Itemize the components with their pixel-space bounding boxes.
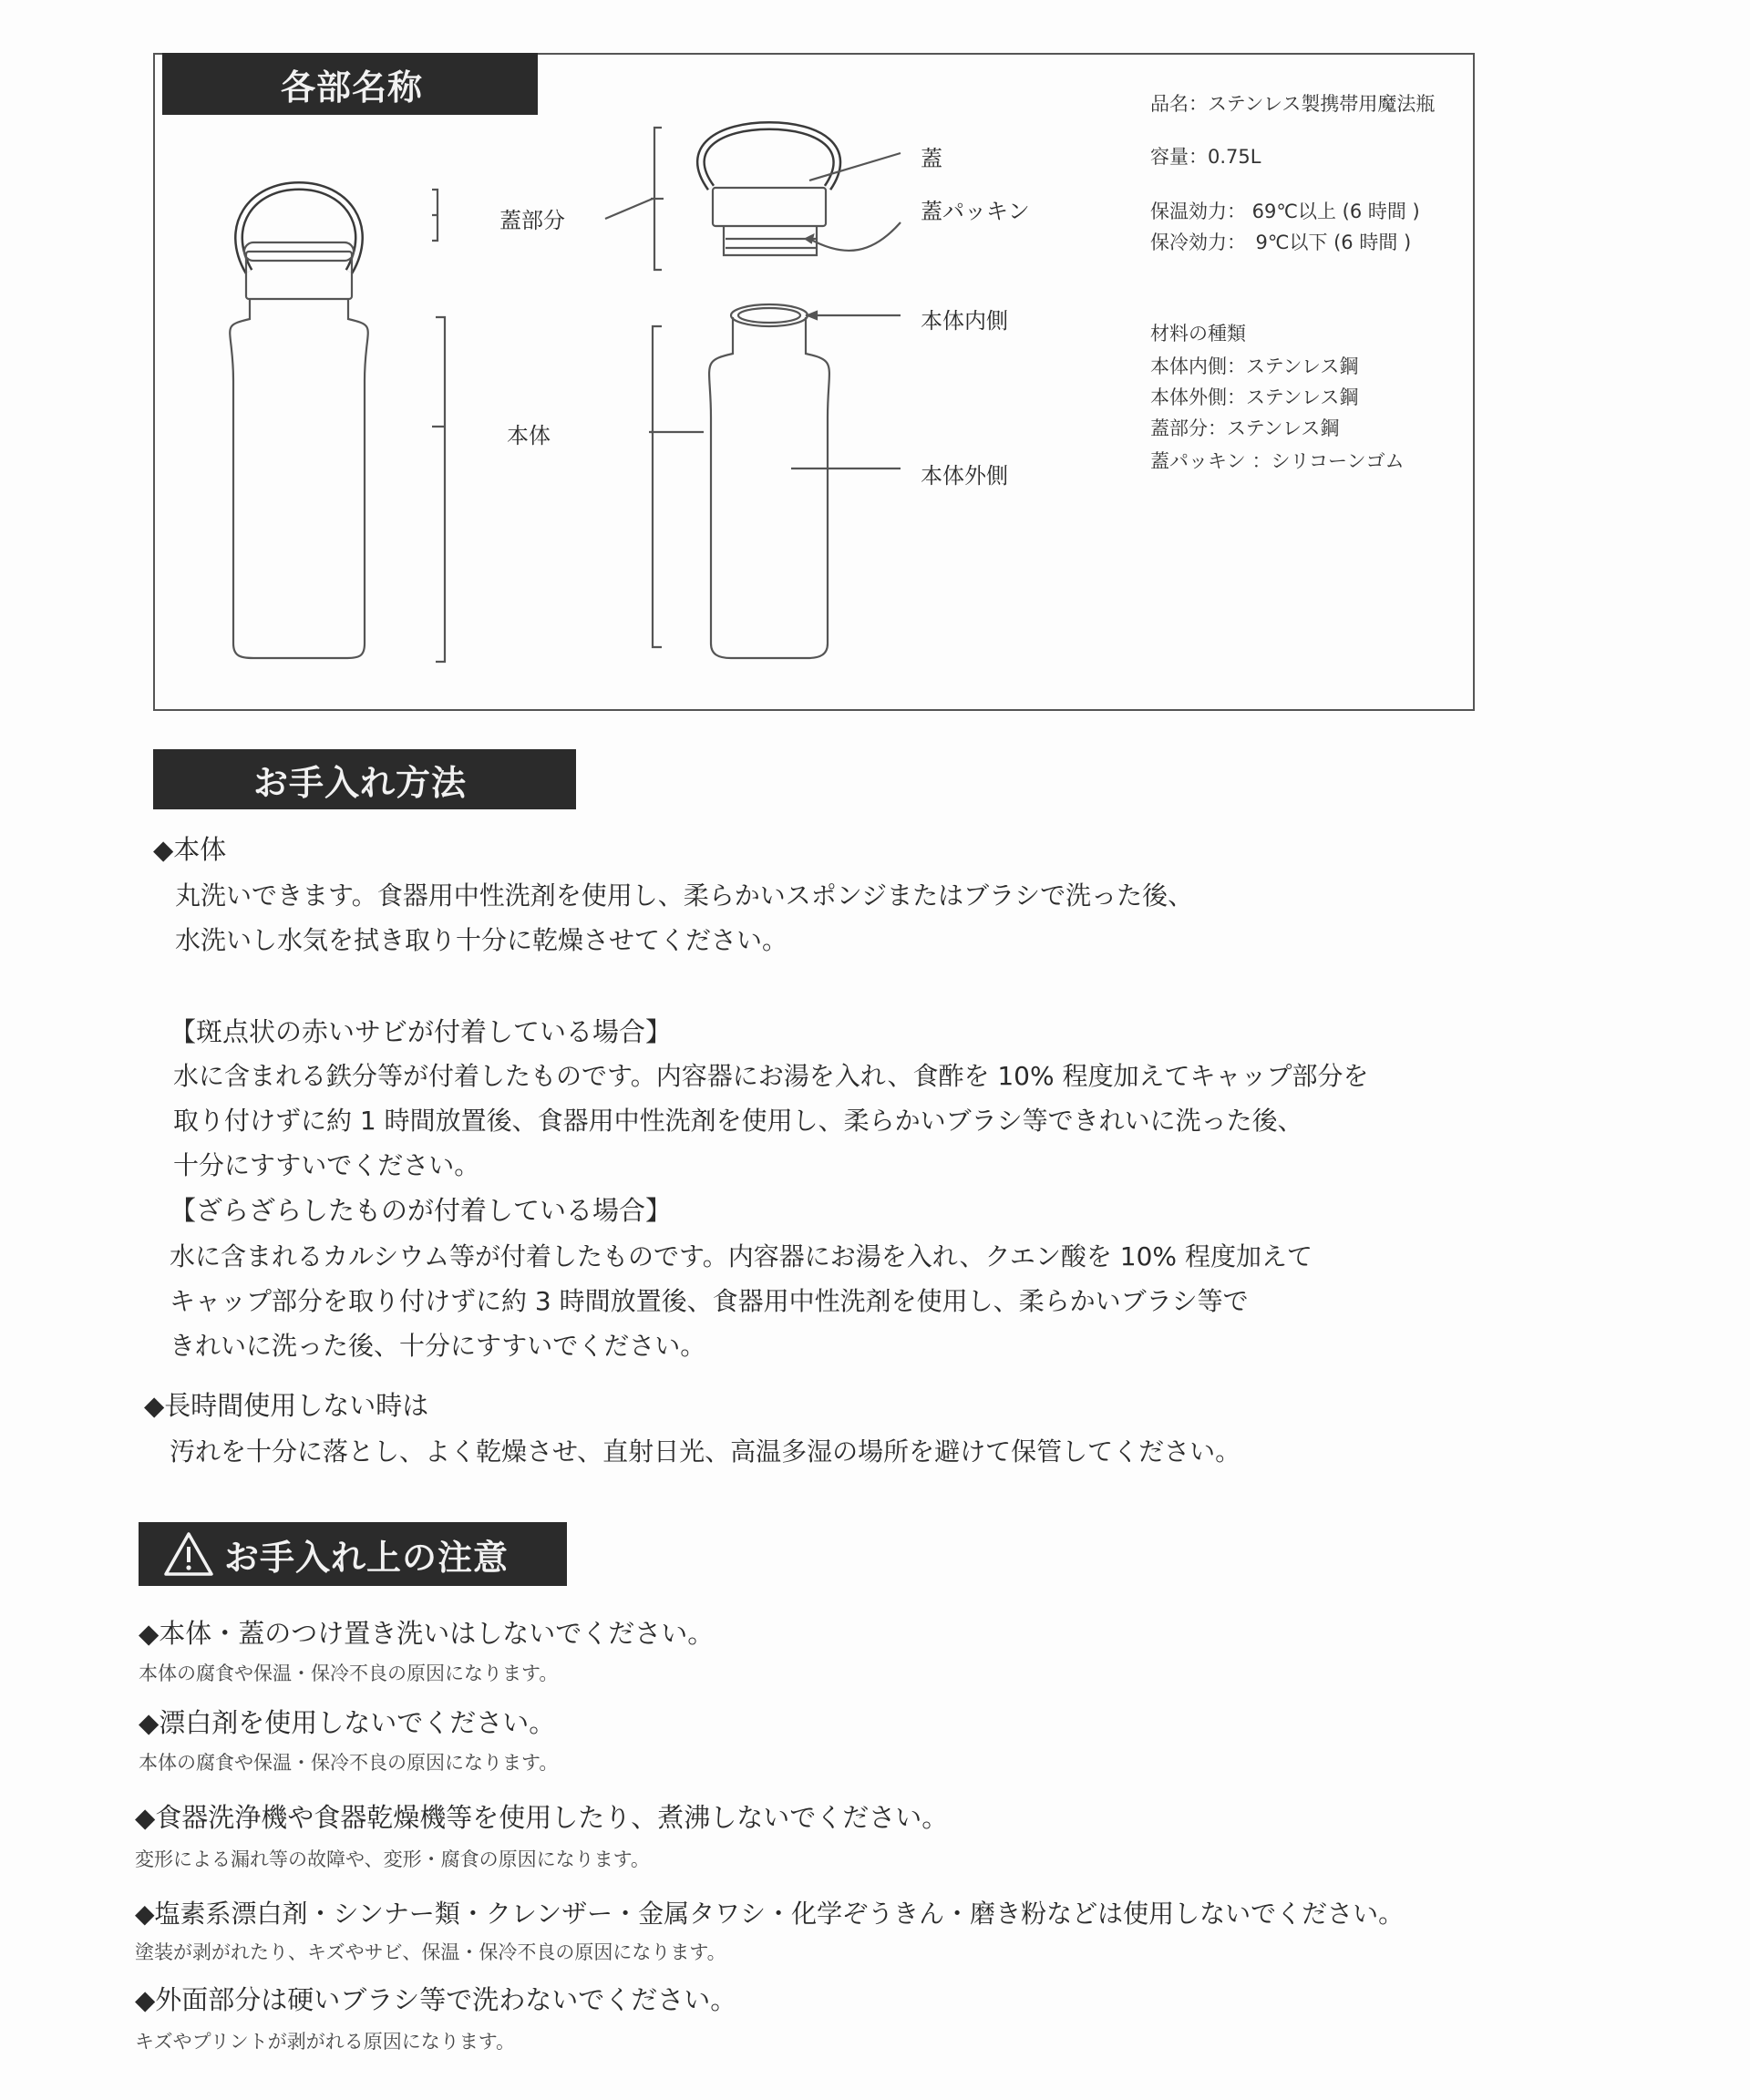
material-item: 本体内側：ステンレス鋼 <box>1150 355 1359 377</box>
spec-product-name: 品名：ステンレス製携帯用魔法瓶 <box>1150 93 1436 115</box>
caution-item-note: 本体の腐食や保温・保冷不良の原因になります。 <box>139 1752 559 1774</box>
left-brackets <box>432 190 704 662</box>
label-lid-packing: 蓋パッキン <box>921 199 1030 224</box>
text-line: 水洗いし水気を拭き取り十分に乾燥させてください。 <box>175 925 788 955</box>
storage-heading: ◆長時間使用しない時は <box>144 1390 429 1421</box>
caution-item-title: ◆漂白剤を使用しないでください。 <box>139 1707 556 1738</box>
exploded-lid <box>701 126 837 255</box>
text-line: 水に含まれる鉄分等が付着したものです。内容器にお湯を入れ、食酢を 10% 程度加えてキャップ部分を <box>173 1061 1369 1091</box>
material-item: 蓋パッキン ：シリコーンゴム <box>1150 450 1405 472</box>
care-body-text <box>175 873 1193 962</box>
storage-text: 汚れを十分に落とし、よく乾燥させ、直射日光、高温多湿の場所を避けて保管してください。 <box>170 1436 1241 1467</box>
caution-item-title: ◆外面部分は硬いブラシ等で洗わないでください。 <box>135 1984 737 2015</box>
rust-heading: 【斑点状の赤いサビが付着している場合】 <box>170 1016 673 1047</box>
caution-item-title: ◆塩素系漂白剤・シンナー類・クレンザー・金属タワシ・化学ぞうきん・磨き粉などは使用しないでください。 <box>135 1899 1405 1929</box>
cautions-title <box>139 1522 567 1586</box>
warning-triangle-icon <box>162 1530 215 1578</box>
rough-heading: 【ざらざらしたものが付着している場合】 <box>170 1195 673 1226</box>
material-item: 本体外側：ステンレス鋼 <box>1150 386 1359 408</box>
care-title-text: お手入れ方法 <box>253 762 468 803</box>
spec-capacity: 容量：0.75L <box>1150 146 1261 168</box>
leader-lines <box>791 153 901 468</box>
text-line: 丸洗いできます。食器用中性洗剤を使用し、柔らかいスポンジまたはブラシで洗った後、 <box>175 880 1194 911</box>
label-lid: 蓋 <box>921 146 942 171</box>
rough-text <box>170 1234 1312 1368</box>
label-body-inner: 本体内側 <box>921 308 1008 334</box>
parts-title-text: 各部名称 <box>281 67 424 108</box>
care-title <box>153 749 576 809</box>
spec-heat-retention: 保温効力： 69℃以上 (6 時間 ) <box>1150 201 1420 222</box>
caution-item-note: キズやプリントが剥がれる原因になります。 <box>135 2031 516 2053</box>
material-item: 蓋部分：ステンレス鋼 <box>1150 417 1340 439</box>
text-line: 十分にすすいでください。 <box>173 1150 480 1180</box>
text-line: 取り付けずに約 1 時間放置後、食器用中性洗剤を使用し、柔らかいブラシ等できれいに洗った後、 <box>173 1106 1303 1136</box>
middle-brackets <box>649 128 662 647</box>
bottle-diagram <box>153 53 1475 711</box>
text-line: キャップ部分を取り付けずに約 3 時間放置後、食器用中性洗剤を使用し、柔らかいブラシ等で <box>170 1286 1249 1316</box>
caution-item-note: 本体の腐食や保温・保冷不良の原因になります。 <box>139 1662 559 1684</box>
caution-item-title: ◆本体・蓋のつけ置き洗いはしないでください。 <box>139 1618 715 1649</box>
spec-cold-retention: 保冷効力： 9℃以下 (6 時間 ) <box>1150 232 1412 253</box>
rust-text <box>173 1054 1368 1188</box>
assembled-bottle <box>230 186 368 658</box>
label-body: 本体 <box>507 423 551 448</box>
care-body-heading: ◆本体 <box>153 834 227 865</box>
label-lid-section: 蓋部分 <box>499 208 565 233</box>
caution-item-title: ◆食器洗浄機や食器乾燥機等を使用したり、煮沸しないでください。 <box>135 1802 949 1833</box>
text-line: 水に含まれるカルシウム等が付着したものです。内容器にお湯を入れ、クエン酸を 10% 程度加えて <box>170 1241 1312 1271</box>
text-line: きれいに洗った後、十分にすすいでください。 <box>170 1331 706 1361</box>
materials-heading: 材料の種類 <box>1150 323 1246 345</box>
cautions-title-text: お手入れ上の注意 <box>224 1537 510 1578</box>
exploded-body <box>709 304 829 658</box>
caution-item-note: 塗装が剥がれたり、キズやサビ、保温・保冷不良の原因になります。 <box>135 1941 726 1963</box>
label-body-outer: 本体外側 <box>921 463 1008 489</box>
caution-item-note: 変形による漏れ等の故障や、変形・腐食の原因になります。 <box>135 1848 650 1870</box>
